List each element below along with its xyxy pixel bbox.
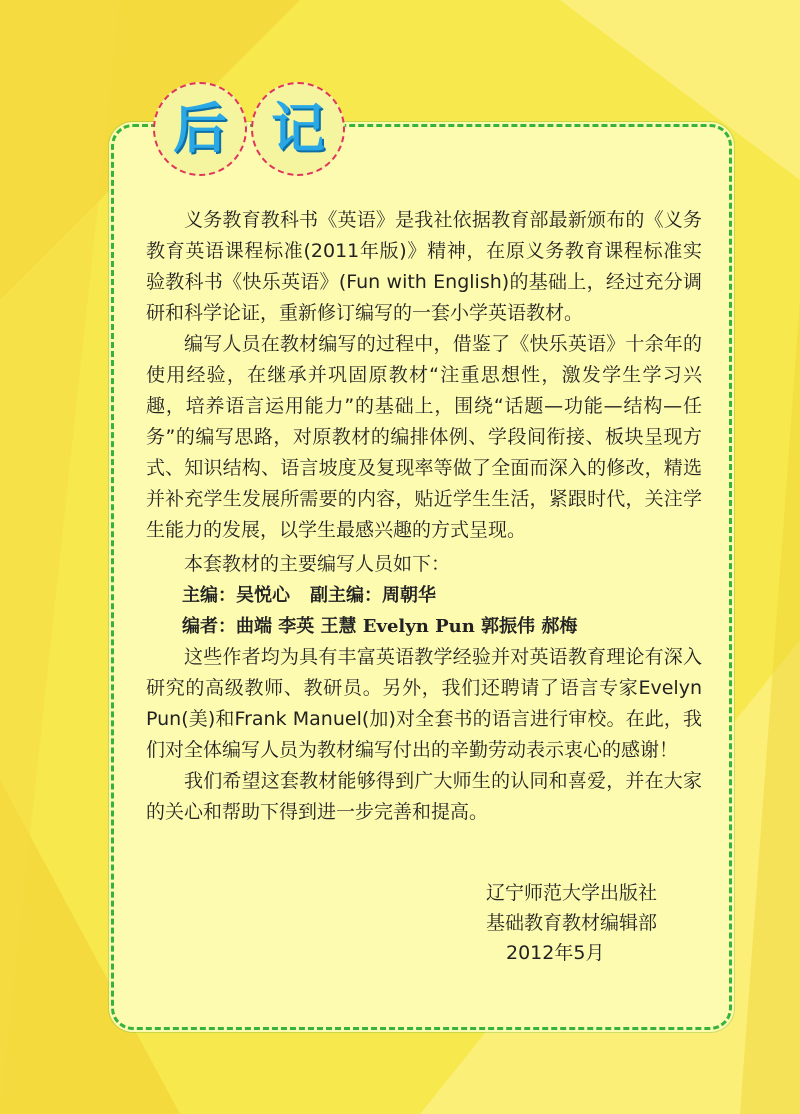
- department-name: 基础教育教材编辑部: [486, 912, 658, 934]
- publisher-name: 辽宁师范大学出版社: [486, 882, 658, 904]
- title-char-2: 记: [271, 97, 325, 160]
- signature-block: [486, 878, 657, 968]
- paragraph-2: 编写人员在教材编写的过程中，借鉴了《快乐英语》十余年的使用经验，在继承并巩固原教材“注重思想性，激发学生学习兴趣，培养语言运用能力”的基础上，围绕“话题—功能—结构—任务”的编写思路，对原教材的编排体例、学段间衔接、板块呈现方式、知识结构、语言坡度及复现率等做了全面而深入的修改，精选并补充学生发展所需要的内容，贴近学生生活，紧跟时代，关注学生能力的发展，以学生最感兴趣的方式呈现。: [146, 333, 702, 541]
- afterword-body: [146, 205, 702, 828]
- deputy-editor: 副主编：周朝华: [310, 585, 436, 606]
- paragraph-1: 义务教育教科书《英语》是我社依据教育部最新颁布的《义务教育英语课程标准(2011年版)》精神，在原义务教育课程标准实验教科书《快乐英语》(Fun with English)的基础上，经过充分调研和科学论证，重新修订编写的一套小学英语教材。: [146, 209, 702, 324]
- publication-date: 2012年5月: [506, 942, 605, 964]
- editors-line: [146, 580, 702, 611]
- title-badge-2: [251, 82, 345, 176]
- title-char-1: 后: [173, 97, 227, 160]
- paragraph-3: 本套教材的主要编写人员如下：: [184, 553, 451, 575]
- title-badge-1: [153, 82, 247, 176]
- paragraph-4: 这些作者均为具有丰富英语教学经验并对英语教育理论有深入研究的高级教师、教研员。另外，我们还聘请了语言专家Evelyn Pun(美)和Frank Manuel(加)对全套书的语言进行审校。在此，我们对全体编写人员为教材编写付出的辛勤劳动表示衷心的感谢！: [146, 646, 702, 761]
- paragraph-5: 我们希望这套教材能够得到广大师生的认同和喜爱，并在大家的关心和帮助下得到进一步完善和提高。: [146, 770, 702, 823]
- authors-line: 编者：曲端 李英 王慧 Evelyn Pun 郭振伟 郝梅: [182, 616, 578, 637]
- chief-editor: 主编：吴悦心: [182, 585, 290, 606]
